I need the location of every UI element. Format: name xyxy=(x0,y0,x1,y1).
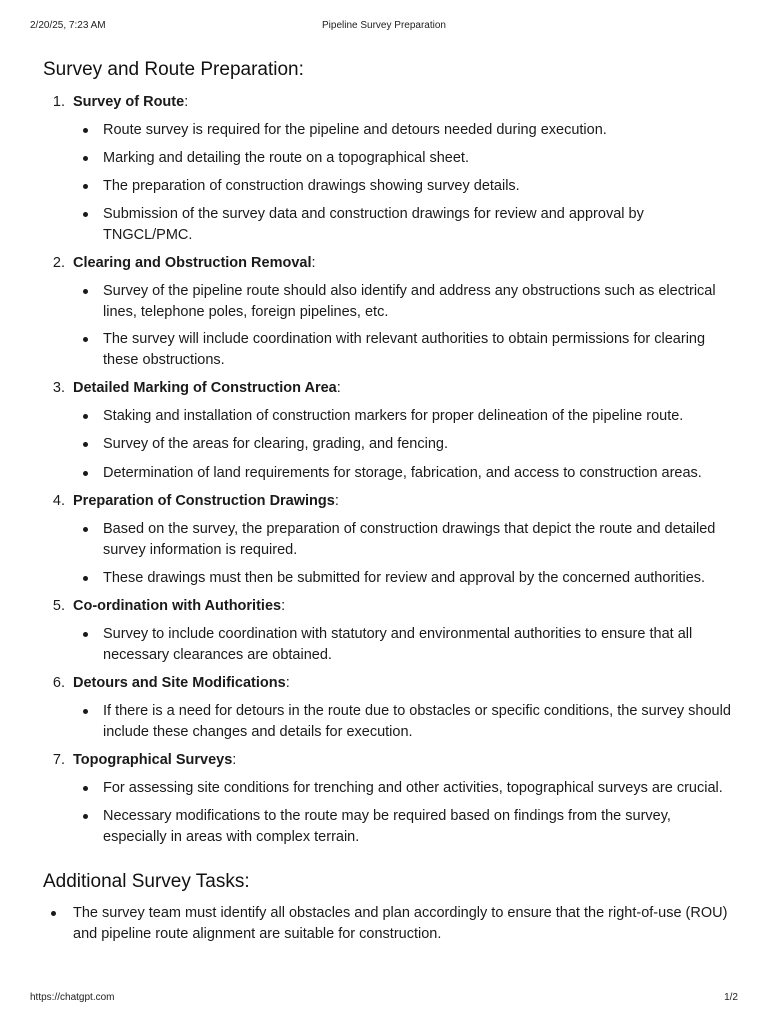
bullet-list xyxy=(43,624,733,666)
section-item xyxy=(43,253,733,371)
section-item xyxy=(43,750,733,848)
section-item xyxy=(43,378,733,484)
section-item xyxy=(43,596,733,666)
section-number: 1. xyxy=(52,94,65,110)
section-colon: : xyxy=(334,493,339,509)
section-title: Preparation of Construction Drawings xyxy=(73,493,335,509)
section-colon: : xyxy=(285,675,290,691)
bullet-item: Survey of the pipeline route should also identify and address any obstructions such as electrical lines, telephone poles, foreign pipelines, etc. xyxy=(43,281,733,323)
section-title: Detours and Site Modifications xyxy=(73,675,286,691)
bullet-list xyxy=(43,120,733,246)
section-title: Topographical Surveys xyxy=(73,752,233,768)
section-heading xyxy=(43,253,733,274)
bullet-list xyxy=(43,701,733,743)
print-datetime: 2/20/25, 7:23 AM xyxy=(30,20,106,31)
section-number: 6. xyxy=(52,675,65,691)
main-heading: Survey and Route Preparation: xyxy=(43,59,304,80)
bullet-item: The preparation of construction drawings showing survey details. xyxy=(43,176,733,197)
section-colon: : xyxy=(336,380,341,396)
document-body xyxy=(43,56,733,945)
section-heading xyxy=(43,378,733,399)
print-footer xyxy=(30,992,738,1006)
section-item xyxy=(43,673,733,743)
page-number: 1/2 xyxy=(724,992,738,1003)
bullet-list xyxy=(43,778,733,848)
bullet-item: Submission of the survey data and construction drawings for review and approval by TNGCL/PMC. xyxy=(43,204,733,246)
bullet-item: The survey will include coordination with relevant authorities to obtain permissions for clearing these obstructions. xyxy=(43,329,733,371)
bullet-item: Survey to include coordination with statutory and environmental authorities to ensure that all necessary clearances are obtained. xyxy=(43,624,733,666)
section-heading xyxy=(43,673,733,694)
bullet-item: Determination of land requirements for storage, fabrication, and access to construction areas. xyxy=(43,463,733,484)
bullet-list xyxy=(43,406,733,484)
bullet-item: Necessary modifications to the route may be required based on findings from the survey, especially in areas with complex terrain. xyxy=(43,806,733,848)
section-title: Survey of Route xyxy=(73,94,185,110)
section-number: 5. xyxy=(52,598,65,614)
section-title: Clearing and Obstruction Removal xyxy=(73,255,312,271)
bullet-list xyxy=(43,519,733,589)
bullet-list xyxy=(43,281,733,371)
print-header xyxy=(30,20,738,34)
section-heading xyxy=(43,750,733,771)
section-number: 3. xyxy=(52,380,65,396)
section-colon: : xyxy=(281,598,286,614)
section-colon: : xyxy=(232,752,237,768)
section-colon: : xyxy=(184,94,189,110)
bullet-item: These drawings must then be submitted for review and approval by the concerned authorities. xyxy=(43,568,733,589)
bullet-item: The survey team must identify all obstacles and plan accordingly to ensure that the right-of-use (ROU) and pipeline route alignment are suitable for construction. xyxy=(43,903,733,945)
bullet-item: Marking and detailing the route on a topographical sheet. xyxy=(43,148,733,169)
bullet-item: For assessing site conditions for trenching and other activities, topographical surveys are crucial. xyxy=(43,778,733,799)
bullet-item: Based on the survey, the preparation of construction drawings that depict the route and detailed survey information is required. xyxy=(43,519,733,561)
section-item xyxy=(43,92,733,246)
section-colon: : xyxy=(311,255,316,271)
section-heading xyxy=(43,596,733,617)
section-number: 2. xyxy=(52,255,65,271)
bullet-item: Staking and installation of construction markers for proper delineation of the pipeline route. xyxy=(43,406,733,427)
bullet-item: Survey of the areas for clearing, grading, and fencing. xyxy=(43,434,733,455)
additional-heading: Additional Survey Tasks: xyxy=(43,871,250,892)
print-title: Pipeline Survey Preparation xyxy=(322,20,446,31)
sections-list xyxy=(43,92,733,848)
section-title: Co-ordination with Authorities xyxy=(73,598,282,614)
section-title: Detailed Marking of Construction Area xyxy=(73,380,337,396)
bullet-item: Route survey is required for the pipeline and detours needed during execution. xyxy=(43,120,733,141)
section-item xyxy=(43,491,733,589)
bullet-item: If there is a need for detours in the route due to obstacles or specific conditions, the survey should include these changes and details for execution. xyxy=(43,701,733,743)
section-number: 4. xyxy=(52,493,65,509)
additional-bullet-list xyxy=(43,903,733,945)
section-heading xyxy=(43,491,733,512)
footer-url: https://chatgpt.com xyxy=(30,992,115,1003)
section-heading xyxy=(43,92,733,113)
section-number: 7. xyxy=(52,752,65,768)
